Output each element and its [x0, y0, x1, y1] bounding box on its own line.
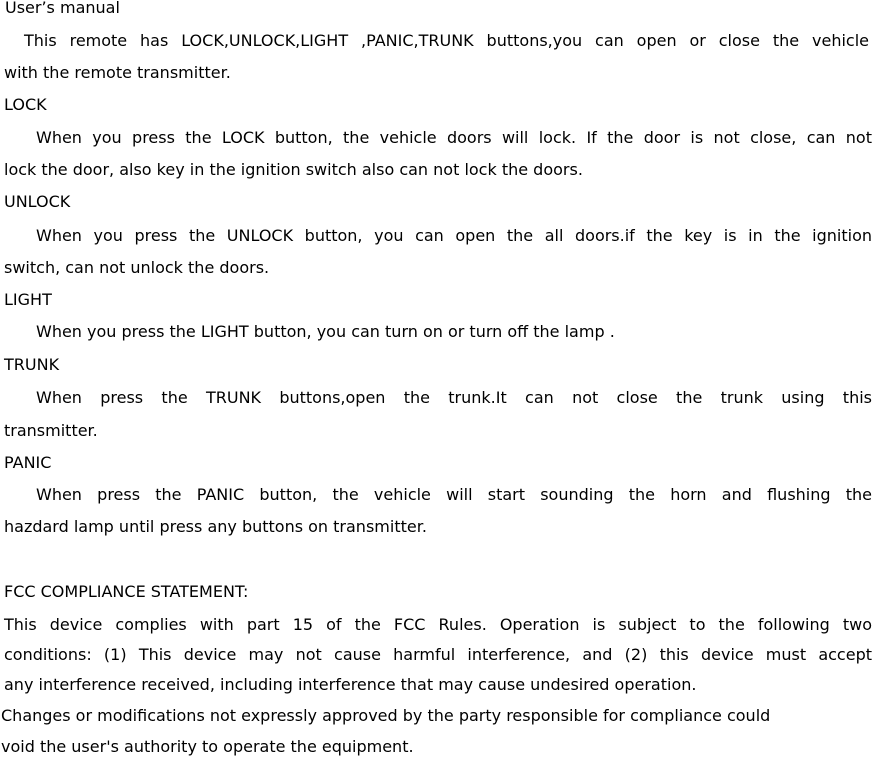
fcc-heading: FCC COMPLIANCE STATEMENT:: [4, 582, 249, 601]
fcc-changes-line-2: void the user's authority to operate the equipment.: [1, 737, 414, 756]
intro-line-2: with the remote transmitter.: [4, 63, 231, 82]
fcc-line-2: conditions: (1) This device may not cause harmful interference, and (2) this device must accept: [4, 645, 872, 664]
unlock-line-1: When you press the UNLOCK button, you can open the all doors.if the key is in the ignition: [36, 226, 872, 245]
trunk-line-1: When press the TRUNK buttons,open the trunk.It can not close the trunk using this: [36, 388, 872, 407]
panic-heading: PANIC: [4, 453, 52, 472]
intro-line-1: This remote has LOCK,UNLOCK,LIGHT ,PANIC,TRUNK buttons,you can open or close the vehicle: [24, 31, 869, 50]
manual-title: User’s manual: [5, 0, 120, 17]
panic-line-1: When press the PANIC button, the vehicle will start sounding the horn and flushing the: [36, 485, 872, 504]
trunk-heading: TRUNK: [4, 355, 60, 374]
fcc-changes-line-1: Changes or modifications not expressly approved by the party responsible for compliance could: [1, 706, 771, 725]
unlock-heading: UNLOCK: [4, 192, 71, 211]
lock-line-1: When you press the LOCK button, the vehicle doors will lock. If the door is not close, can not: [36, 128, 872, 147]
fcc-line-1: This device complies with part 15 of the FCC Rules. Operation is subject to the following two: [4, 615, 872, 634]
fcc-line-3: any interference received, including interference that may cause undesired operation.: [4, 675, 697, 694]
light-heading: LIGHT: [4, 290, 52, 309]
light-line-1: When you press the LIGHT button, you can turn on or turn off the lamp .: [36, 322, 615, 341]
lock-heading: LOCK: [4, 95, 47, 114]
lock-line-2: lock the door, also key in the ignition switch also can not lock the doors.: [4, 160, 583, 179]
unlock-line-2: switch, can not unlock the doors.: [4, 258, 270, 277]
panic-line-2: hazdard lamp until press any buttons on transmitter.: [4, 517, 427, 536]
trunk-line-2: transmitter.: [4, 421, 98, 440]
